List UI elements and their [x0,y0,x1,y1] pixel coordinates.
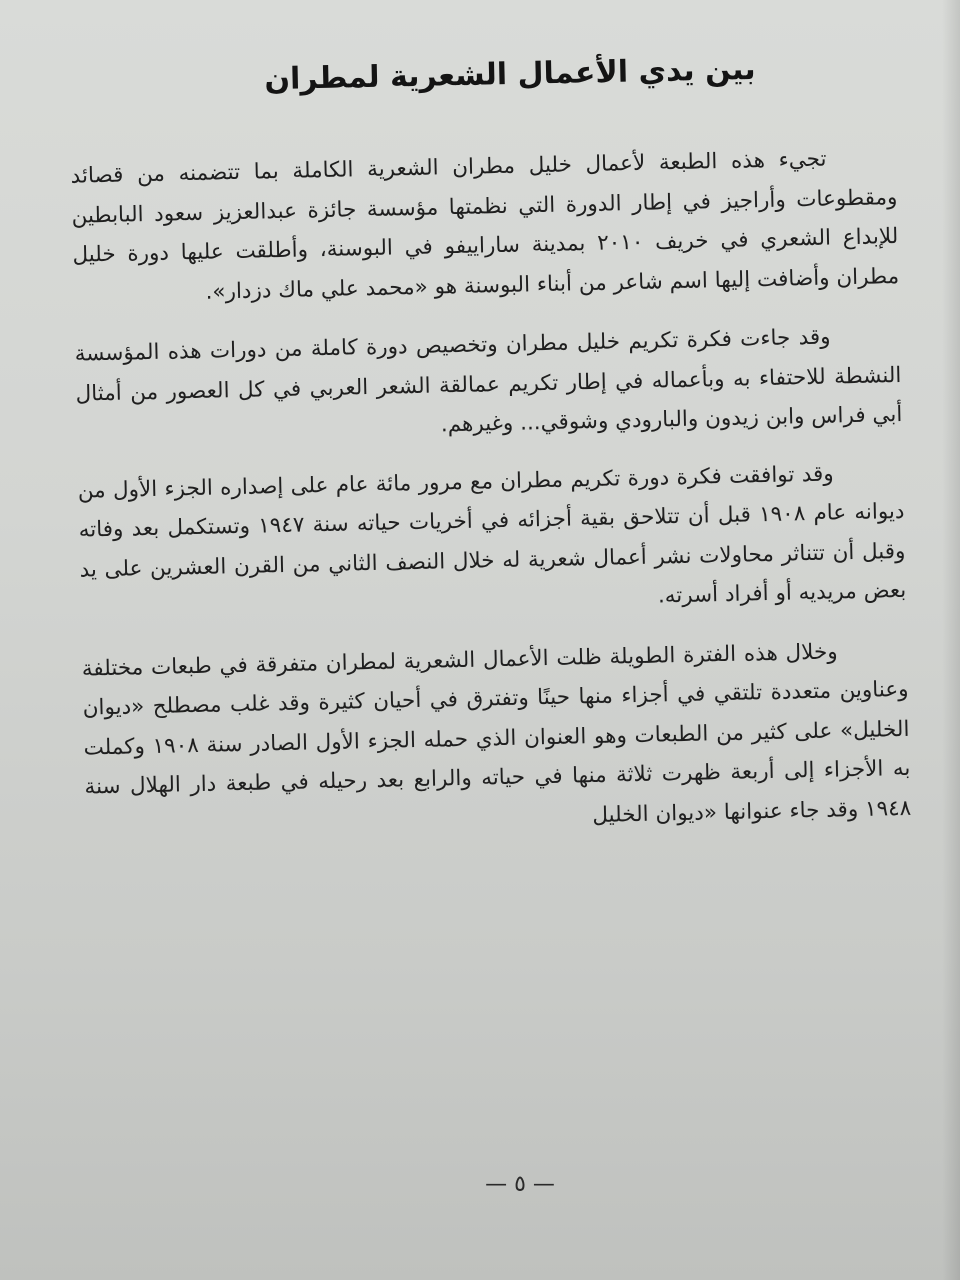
paragraph-1: تجيء هذه الطبعة لأعمال خليل مطران الشعرية الكاملة بما تتضمنه من قصائد ومقطوعات وأراجيز في إطار الدورة التي نظمتها مؤسسة جائزة عبدالعزيز سعود البابطين للإبداع الشعري في خريف ٢٠١٠ بمدينة ساراييفو في البوسنة، وأطلقت عليها دورة خليل مطران وأضافت إليها اسم شاعر من أبناء البوسنة هو «محمد علي ماك دزدار». [70,146,900,305]
page-title: بين يدي الأعمال الشعرية لمطران [264,51,756,98]
paragraph-4: وخلال هذه الفترة الطويلة ظلت الأعمال الشعرية لمطران متفرقة في طبعات مختلفة وعناوين متعددة تلتقي في أجزاء منها حينًا وتفترق في أحيان كثيرة وقد غلب مصطلح «ديوان الخليل» على كثير من الطبعات وهو العنوان الذي حمله الجزء الأول الصادر سنة ١٩٠٨ وكملت به الأجزاء إلى أربعة ظهرت ثلاثة منها في حياته والرابع بعد رحيله في طبعة دار الهلال سنة ١٩٤٨ وقد جاء عنوانها «ديوان الخليل [81,638,912,828]
page-number: — ٥ — [485,1172,555,1197]
page-edge-shadow [942,0,960,1280]
paragraph-3: وقد توافقت فكرة دورة تكريم مطران مع مرور مائة عام على إصداره الجزء الأول من ديوانه عام ١٩٠٨ قبل أن تتلاحق بقية أجزائه في أخريات حياته سنة ١٩٤٧ وتستكمل بعد وفاته وقبل أن تتناثر محاولات نشر أعمال شعرية له خلال النصف الثاني من القرن العشرين على يد بعض مريديه أو أفراد أسرته. [77,461,907,609]
paragraph-2: وقد جاءت فكرة تكريم خليل مطران وتخصيص دورة كاملة من دورات هذه المؤسسة النشطة للاحتفاء به وبأعماله في إطار تكريم عمالقة الشعر العربي في كل العصور من أمثال أبي فراس وابن زيدون والبارودي وشوقي... وغيرهم. [74,324,903,438]
body-text [70,138,912,867]
